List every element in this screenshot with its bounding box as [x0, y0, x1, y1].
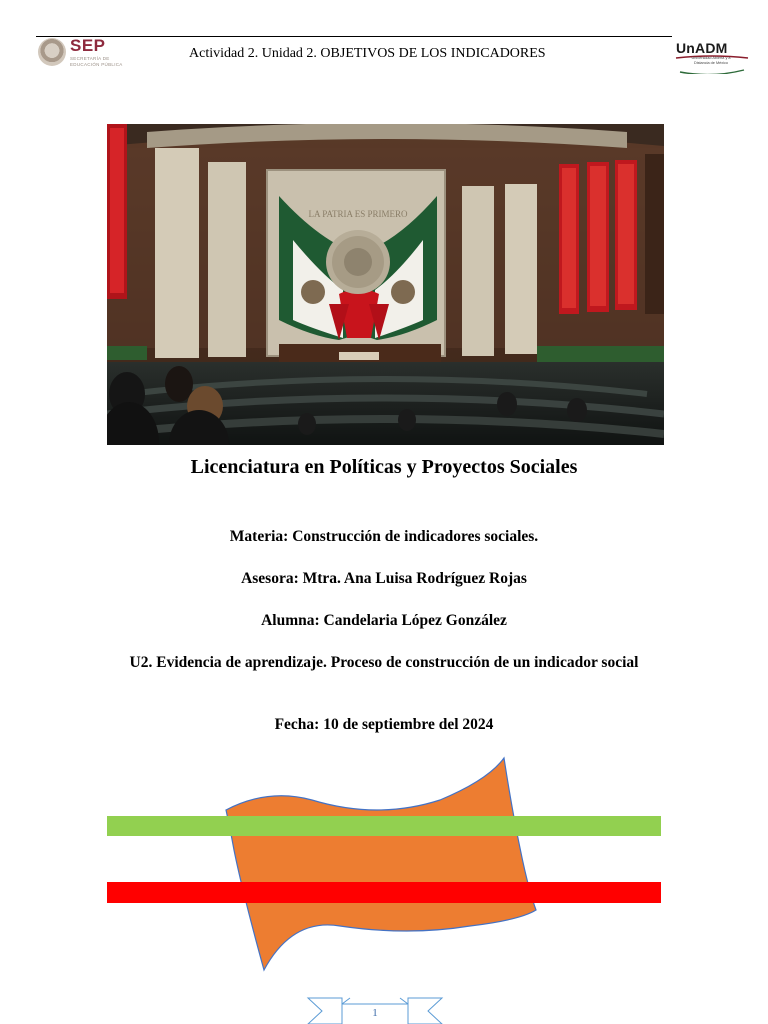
assignment-line: U2. Evidencia de aprendizaje. Proceso de construcción de un indicador social [129, 654, 639, 671]
unadm-logo-text: UnADM [676, 40, 728, 56]
page-number: 1 [372, 1007, 378, 1019]
unadm-subtitle-line1: Universidad Abierta y a [691, 56, 731, 60]
sep-logo [38, 38, 138, 68]
banner-text: LA PATRIA ES PRIMERO [308, 209, 408, 219]
advisor-line: Asesora: Mtra. Ana Luisa Rodríguez Rojas [241, 570, 527, 587]
decorative-wave-shape [0, 740, 768, 990]
sep-logo-text: SEP [70, 36, 106, 55]
red-band [107, 882, 661, 903]
unadm-subtitle-line2: Distancia de México [694, 60, 728, 65]
header-title: Actividad 2. Unidad 2. OBJETIVOS DE LOS INDICADORES [189, 46, 546, 61]
program-title: Licenciatura en Políticas y Proyectos Sociales [190, 456, 578, 478]
national-seal-icon [38, 38, 66, 66]
chamber-of-deputies-photo [107, 124, 664, 445]
green-band [107, 816, 661, 836]
sep-subtitle-line2: EDUCACIÓN PÚBLICA [70, 61, 123, 67]
subject-line: Materia: Construcción de indicadores sociales. [229, 528, 539, 545]
header-divider [36, 36, 672, 37]
chamber-illustration [107, 124, 664, 445]
orange-wave [226, 758, 536, 970]
sep-logo-subtitle [70, 56, 123, 67]
page-footer [300, 992, 450, 1024]
unadm-logo [674, 40, 750, 74]
sep-subtitle-line1: SECRETARÍA DE [70, 56, 110, 61]
date-line: Fecha: 10 de septiembre del 2024 [274, 716, 494, 733]
page-header [0, 0, 768, 90]
unadm-logo-subtitle [682, 56, 740, 65]
student-line: Alumna: Candelaria López González [261, 612, 507, 629]
